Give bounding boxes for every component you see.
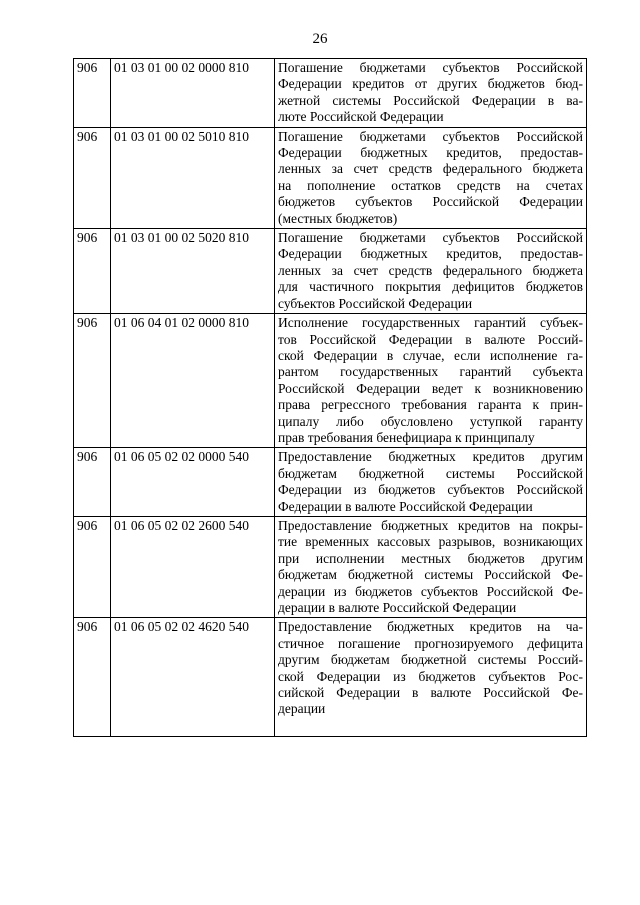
admin-code-cell: 906 (74, 127, 111, 228)
description-line: права регрессного требования гаранта к прин- (278, 397, 583, 413)
admin-code-cell: 906 (74, 618, 111, 736)
description-line: ской Федерации из бюджетов субъектов Рос- (278, 668, 583, 684)
description-line: при исполнении местных бюджетов другим (278, 550, 583, 566)
description-line: прав требования бенефициара к принципалу (278, 429, 535, 445)
description-line: ципалу либо обусловлено уступкой гаранту (278, 413, 583, 429)
description-line: бюджетов субъектов Российской Федерации (278, 194, 583, 210)
table-row (74, 448, 587, 517)
table-row (74, 516, 587, 617)
description-line: тов Российской Федерации в валюте Россий- (278, 331, 583, 347)
description-line: сийской Федерации в валюте Российской Фе- (278, 685, 583, 701)
table-row (74, 127, 587, 228)
description-line: дерации из бюджетов субъектов Российской Фе- (278, 583, 583, 599)
table-row (74, 229, 587, 314)
classification-code-cell: 01 03 01 00 02 0000 810 (111, 59, 275, 128)
description-cell (275, 127, 587, 228)
description-line: другим бюджетам бюджетной системы Россий- (278, 652, 583, 668)
classification-code-cell: 01 06 05 02 02 0000 540 (111, 448, 275, 517)
description-cell (275, 516, 587, 617)
description-line: ской Федерации в случае, если исполнение га- (278, 347, 583, 363)
admin-code-cell: 906 (74, 516, 111, 617)
description-line: (местных бюджетов) (278, 210, 398, 226)
description-line: ленных за счет средств федерального бюджета (278, 262, 583, 278)
description-line: Российской Федерации ведет к возникновению (278, 380, 583, 396)
classification-code-cell: 01 03 01 00 02 5020 810 (111, 229, 275, 314)
description-line: Федерации в валюте Российской Федерации (278, 498, 533, 514)
description-line: Федерации бюджетных кредитов, предостав- (278, 246, 583, 262)
table-row (74, 59, 587, 128)
description-line: субъектов Российской Федерации (278, 295, 473, 311)
description-cell (275, 618, 587, 736)
description-line: Предоставление бюджетных кредитов на покры- (278, 517, 583, 533)
classification-code-cell: 01 06 04 01 02 0000 810 (111, 314, 275, 448)
classification-code-cell: 01 06 05 02 02 2600 540 (111, 516, 275, 617)
table-row (74, 314, 587, 448)
budget-codes-table (73, 58, 587, 737)
table-row (74, 618, 587, 736)
description-line: Федерации бюджетных кредитов, предостав- (278, 145, 583, 161)
description-cell (275, 229, 587, 314)
description-line: для частичного покрытия дефицитов бюджетов (278, 279, 583, 295)
description-line: Исполнение государственных гарантий субъек- (278, 315, 583, 331)
description-line: бюджетам бюджетной системы Российской Фе- (278, 567, 583, 583)
description-line: рантом государственных гарантий субъекта (278, 364, 583, 380)
description-line: дерации в валюте Российской Федерации (278, 600, 517, 615)
description-line: Предоставление бюджетных кредитов другим (278, 449, 583, 465)
description-line: Погашение бюджетами субъектов Российской (278, 60, 583, 75)
description-line: Федерации кредитов от других бюджетов бюд- (278, 76, 583, 92)
classification-code-cell: 01 06 05 02 02 4620 540 (111, 618, 275, 736)
description-line: бюджетам бюджетной системы Российской (278, 465, 583, 481)
description-line: на пополнение остатков средств на счетах (278, 177, 583, 193)
description-line: Погашение бюджетами субъектов Российской (278, 128, 583, 144)
admin-code-cell: 906 (74, 229, 111, 314)
admin-code-cell: 906 (74, 59, 111, 128)
admin-code-cell: 906 (74, 448, 111, 517)
description-line: стичное погашение прогнозируемого дефицита (278, 635, 583, 651)
description-line: Федерации из бюджетов субъектов Российской (278, 482, 583, 498)
description-line: Предоставление бюджетных кредитов на ча- (278, 619, 583, 635)
admin-code-cell: 906 (74, 314, 111, 448)
description-cell (275, 314, 587, 448)
classification-code-cell: 01 03 01 00 02 5010 810 (111, 127, 275, 228)
description-cell (275, 448, 587, 517)
description-line: тие временных кассовых разрывов, возникающих (278, 534, 583, 550)
table-body (74, 59, 587, 737)
description-line: жетной системы Российской Федерации в ва- (278, 92, 583, 108)
description-cell (275, 59, 587, 128)
description-line: ленных за счет средств федерального бюджета (278, 161, 583, 177)
description-line: Погашение бюджетами субъектов Российской (278, 230, 583, 246)
description-line: люте Российской Федерации (278, 109, 444, 125)
description-line: дерации (278, 701, 326, 717)
page-number: 26 (312, 31, 328, 47)
